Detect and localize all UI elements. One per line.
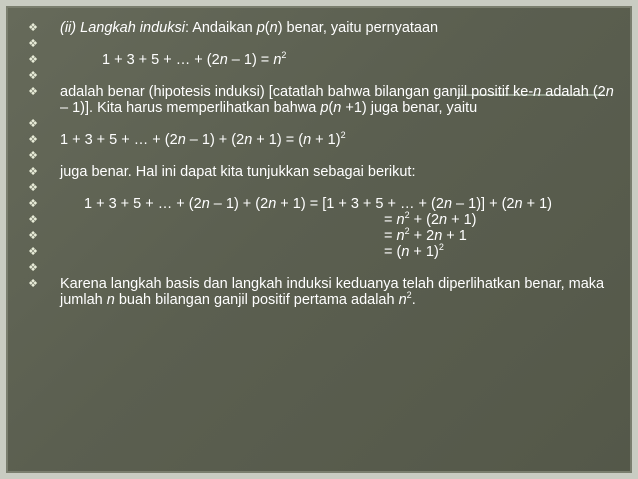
text-run: + 1) = ( — [252, 132, 304, 148]
bullet-icon: ❖ — [28, 149, 38, 162]
empty-bullet-line — [24, 260, 614, 276]
superscript: 2 — [404, 210, 410, 220]
text-run: (ii) Langkah induksi — [60, 20, 185, 36]
bullet-icon: ❖ — [28, 213, 38, 226]
bullet-line — [24, 132, 614, 148]
bullet-icon: ❖ — [28, 21, 38, 34]
text-run: : Andaikan — [184, 20, 257, 36]
text-run: n — [219, 52, 228, 68]
bullet-icon: ❖ — [28, 165, 38, 178]
text-run: + 1) — [311, 132, 341, 148]
bullet-icon: ❖ — [28, 85, 38, 98]
text-run: ( — [264, 20, 270, 36]
text-run: + (2 — [409, 212, 440, 228]
text-run: . — [411, 292, 416, 308]
text-run: – 1)]. Kita harus memperlihatkan bahwa — [60, 100, 321, 116]
text-run: n — [396, 228, 405, 244]
text-run: 1 + 3 + 5 + … + (2 — [102, 52, 220, 68]
text-run: n — [605, 84, 614, 100]
bullet-icon: ❖ — [28, 133, 38, 146]
text-run: n — [333, 100, 342, 116]
bullet-line — [24, 212, 614, 228]
bullet-icon: ❖ — [28, 37, 38, 50]
bullet-icon: ❖ — [28, 117, 38, 130]
bullet-icon: ❖ — [28, 277, 38, 290]
superscript: 2 — [406, 290, 412, 300]
bullet-icon: ❖ — [28, 181, 38, 194]
text-run: adalah benar (hipotesis induksi) [catatlah bahwa bilangan ganjil positif ke- — [60, 84, 534, 100]
bullet-icon: ❖ — [28, 69, 38, 82]
text-run: n — [434, 228, 443, 244]
text-run: n — [201, 196, 210, 212]
superscript: 2 — [281, 50, 287, 60]
text-run: n — [396, 212, 405, 228]
bullet-icon: ❖ — [28, 197, 38, 210]
text-run: – 1) = — [227, 52, 274, 68]
text-run: n — [177, 132, 186, 148]
text-run: n — [244, 132, 253, 148]
empty-bullet-line — [24, 116, 614, 132]
text-run: n — [268, 196, 277, 212]
text-run: n — [106, 292, 115, 308]
text-run: n — [443, 196, 453, 212]
bullet-line — [24, 276, 614, 308]
text-run: = — [384, 212, 397, 228]
text-run: n — [303, 132, 312, 148]
text-run: + 1) — [522, 196, 552, 212]
empty-bullet-line — [24, 68, 614, 84]
text-run: n — [533, 84, 542, 100]
text-run: + 1 — [442, 228, 467, 244]
bullet-icon: ❖ — [28, 245, 38, 258]
text-run: +1) juga benar, yaitu — [341, 100, 478, 116]
bullet-line — [24, 84, 614, 116]
superscript: 2 — [404, 226, 410, 236]
text-run: n — [401, 244, 410, 260]
text-run: juga benar. Hal ini dapat kita tunjukkan sebagai berikut: — [60, 164, 416, 180]
text-run: p — [256, 20, 265, 36]
bullet-icon: ❖ — [28, 261, 38, 274]
superscript: 2 — [340, 130, 346, 140]
text-run: n — [273, 52, 282, 68]
bullet-icon: ❖ — [28, 229, 38, 242]
text-run: p — [320, 100, 329, 116]
bullet-line — [24, 228, 614, 244]
text-run: + 2 — [409, 228, 435, 244]
text-run: 1 + 3 + 5 + … + (2 — [84, 196, 202, 212]
bullet-line — [24, 20, 614, 36]
text-run: + 1) — [409, 244, 439, 260]
text-run: Karena langkah basis dan langkah induksi keduanya telah diperlihatkan benar, maka jumlah — [60, 276, 605, 308]
bullet-icon: ❖ — [28, 53, 38, 66]
text-run: – 1) + (2 — [209, 196, 269, 212]
text-run: = — [384, 228, 397, 244]
slide-content — [24, 20, 614, 308]
text-run: + 1) — [447, 212, 477, 228]
empty-bullet-line — [24, 36, 614, 52]
text-run: buah bilangan ganjil positif pertama adalah — [114, 292, 399, 308]
bullet-line — [24, 196, 614, 212]
text-run: n — [398, 292, 407, 308]
bullet-line — [24, 164, 614, 180]
bullet-line — [24, 244, 614, 260]
text-run: adalah (2 — [541, 84, 606, 100]
bullet-line — [24, 52, 614, 68]
text-run: + 1) = [1 + 3 + 5 + … + (2 — [276, 196, 444, 212]
text-run: – 1) + (2 — [185, 132, 245, 148]
text-run: n — [439, 212, 448, 228]
empty-bullet-line — [24, 180, 614, 196]
text-run: 1 + 3 + 5 + … + (2 — [60, 132, 178, 148]
text-run: n — [514, 196, 523, 212]
empty-bullet-line — [24, 148, 614, 164]
text-run: ( — [328, 100, 334, 116]
text-run: = ( — [384, 244, 402, 260]
text-run: – 1)] + (2 — [452, 196, 515, 212]
superscript: 2 — [438, 242, 444, 252]
text-run: n — [269, 20, 278, 36]
text-run: ) benar, yaitu pernyataan — [277, 20, 439, 36]
